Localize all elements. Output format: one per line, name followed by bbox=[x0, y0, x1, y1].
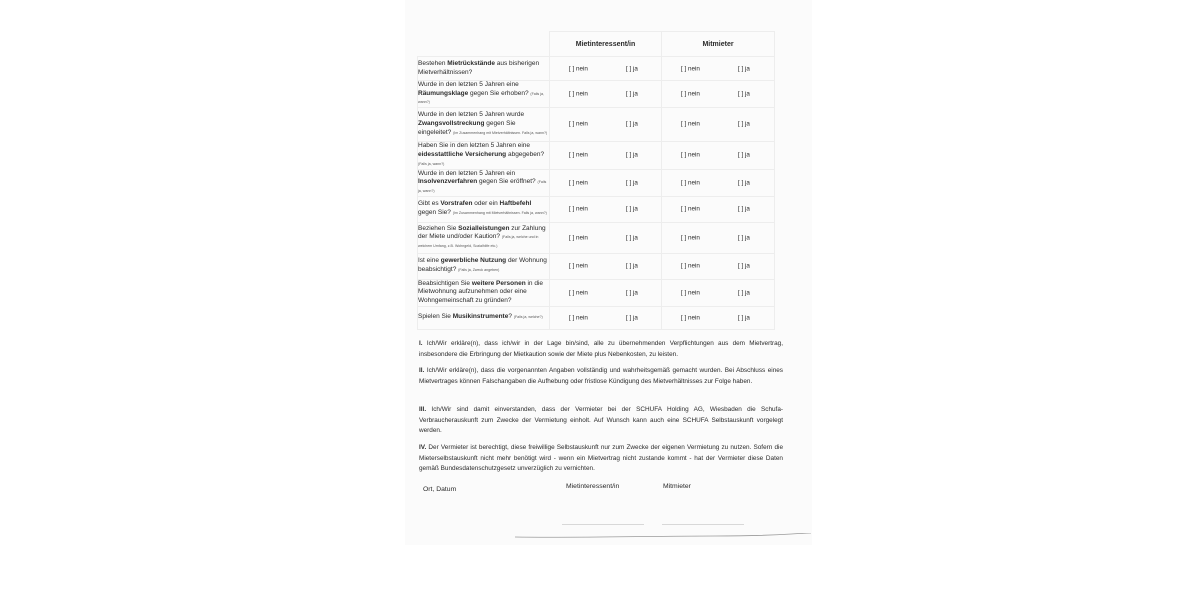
table-row bbox=[418, 141, 775, 169]
declaration-text: Der Vermieter ist berechtigt, diese freiwillige Selbstauskunft nur zum Zwecke der eigenen Vermietung zu nutzen. Sofern die Mieterselbstauskunft nicht mehr benötigt wird - wenn ein Mietvertrag nicht zustande kommt - hat der Vermieter diese Daten gemäß Bundesdatenschutzgesetz unverzüglich zu vernichten. bbox=[419, 444, 784, 473]
checkbox-nein-tenant[interactable]: [ ] nein bbox=[569, 262, 588, 270]
checkbox-ja-tenant[interactable]: [ ] ja bbox=[626, 262, 638, 270]
checkbox-ja-co-tenant[interactable]: [ ] ja bbox=[738, 262, 750, 270]
question-text: in die Mietwohnung aufzunehmen oder eine Wohngemeinschaft zu gründen? bbox=[418, 279, 544, 304]
checkbox-nein-tenant[interactable]: [ ] nein bbox=[569, 90, 588, 98]
answer-cell-co-tenant bbox=[662, 196, 775, 222]
checkbox-nein-tenant[interactable]: [ ] nein bbox=[569, 289, 588, 297]
question-keyword: gewerbliche Nutzung bbox=[440, 257, 507, 265]
checkbox-ja-co-tenant[interactable]: [ ] ja bbox=[738, 90, 750, 98]
checkbox-nein-co-tenant[interactable]: [ ] nein bbox=[681, 65, 700, 72]
checkbox-ja-tenant[interactable]: [ ] ja bbox=[626, 90, 638, 98]
checkbox-ja-tenant[interactable]: [ ] ja bbox=[626, 120, 638, 128]
answer-cell-co-tenant bbox=[662, 253, 775, 279]
questionnaire-table bbox=[417, 31, 775, 330]
declaration-paragraph bbox=[419, 366, 783, 387]
pen-stroke-mark bbox=[515, 533, 811, 539]
answer-cell-co-tenant bbox=[662, 81, 775, 108]
answer-cell-tenant bbox=[550, 279, 662, 306]
question-keyword: Sozialleistungen bbox=[458, 224, 510, 232]
question-text: Ist eine bbox=[418, 257, 441, 265]
checkbox-nein-tenant[interactable]: [ ] nein bbox=[569, 314, 588, 322]
declaration-number: IV. bbox=[419, 444, 427, 451]
question-text: gegen Sie erhoben? bbox=[468, 89, 529, 97]
question-text: Haben Sie in den letzten 5 Jahren eine bbox=[418, 142, 531, 150]
question-keyword: Haftbefehl bbox=[499, 200, 532, 208]
checkbox-ja-co-tenant[interactable]: [ ] ja bbox=[738, 234, 750, 242]
checkbox-ja-co-tenant[interactable]: [ ] ja bbox=[738, 151, 750, 159]
question-keyword: Zwangsvollstreckung bbox=[418, 119, 485, 127]
table-row bbox=[418, 107, 775, 141]
table-row bbox=[418, 306, 775, 329]
signature-label-co-tenant: Mitmieter bbox=[663, 483, 691, 490]
checkbox-nein-co-tenant[interactable]: [ ] nein bbox=[681, 205, 700, 213]
checkbox-ja-tenant[interactable]: [ ] ja bbox=[626, 65, 638, 72]
checkbox-ja-co-tenant[interactable]: [ ] ja bbox=[738, 65, 750, 72]
question-cell bbox=[418, 253, 550, 279]
checkbox-nein-co-tenant[interactable]: [ ] nein bbox=[681, 289, 700, 297]
question-note: (Falls ja, welche und in welchem Umfang, z.B. Wohngeld, Sozialhilfe etc.) bbox=[418, 235, 539, 248]
question-keyword: Mietrückstände bbox=[447, 59, 495, 67]
answer-cell-tenant bbox=[550, 81, 662, 108]
answer-cell-tenant bbox=[550, 141, 662, 169]
question-cell bbox=[418, 169, 550, 196]
table-row bbox=[418, 81, 775, 108]
question-text: abgegeben? bbox=[506, 150, 545, 158]
question-cell bbox=[418, 222, 550, 253]
answer-cell-co-tenant bbox=[662, 222, 775, 253]
question-text: Wurde in den letzten 5 Jahren ein bbox=[418, 169, 516, 177]
table-row bbox=[418, 57, 775, 81]
table-header-row bbox=[418, 32, 775, 57]
question-text: ? bbox=[508, 313, 512, 321]
checkbox-ja-co-tenant[interactable]: [ ] ja bbox=[738, 120, 750, 128]
question-text: Bestehen bbox=[418, 59, 448, 67]
declaration-number: II. bbox=[419, 367, 425, 374]
declaration-number: III. bbox=[419, 406, 427, 413]
question-text: gegen Sie? bbox=[418, 209, 451, 217]
checkbox-ja-tenant[interactable]: [ ] ja bbox=[626, 289, 638, 297]
place-date-label: Ort, Datum bbox=[423, 486, 457, 493]
question-cell bbox=[418, 279, 550, 306]
question-text: Beziehen Sie bbox=[418, 224, 459, 232]
checkbox-nein-co-tenant[interactable]: [ ] nein bbox=[681, 262, 700, 270]
declaration-paragraph bbox=[419, 339, 783, 360]
checkbox-nein-co-tenant[interactable]: [ ] nein bbox=[681, 90, 700, 98]
question-cell bbox=[418, 57, 550, 81]
table-row bbox=[418, 222, 775, 253]
question-note: (Im Zusammenhang mit Mietverhältnissen. Falls ja, wann?) bbox=[452, 211, 547, 216]
question-note: (Falls ja, wann?) bbox=[418, 91, 544, 105]
question-text: gegen Sie eingeleitet? bbox=[418, 119, 516, 136]
answer-cell-co-tenant bbox=[662, 141, 775, 169]
table-corner-cell bbox=[418, 32, 550, 57]
checkbox-nein-tenant[interactable]: [ ] nein bbox=[569, 179, 588, 187]
answer-cell-tenant bbox=[550, 57, 662, 81]
question-text: oder ein bbox=[472, 200, 500, 208]
checkbox-nein-co-tenant[interactable]: [ ] nein bbox=[681, 314, 700, 322]
question-note: (Falls ja, wann?) bbox=[418, 161, 445, 166]
question-keyword: eidesstattliche Versicherung bbox=[418, 150, 507, 158]
table-row bbox=[418, 279, 775, 306]
answer-cell-tenant bbox=[550, 169, 662, 196]
checkbox-ja-co-tenant[interactable]: [ ] ja bbox=[738, 179, 750, 187]
declaration-paragraph bbox=[419, 443, 783, 475]
question-cell bbox=[418, 81, 550, 108]
question-text: Spielen Sie bbox=[418, 313, 453, 321]
checkbox-ja-co-tenant[interactable]: [ ] ja bbox=[738, 289, 750, 297]
checkbox-nein-tenant[interactable]: [ ] nein bbox=[569, 234, 588, 242]
signature-label-tenant: Mietinteressent/in bbox=[566, 483, 620, 490]
question-text: Wurde in den letzten 5 Jahren wurde bbox=[418, 111, 525, 119]
checkbox-nein-co-tenant[interactable]: [ ] nein bbox=[681, 234, 700, 242]
question-note: (Falls ja, Zweck angeben) bbox=[458, 268, 500, 273]
answer-cell-co-tenant bbox=[662, 306, 775, 329]
declaration-text: Ich/Wir erkläre(n), dass ich/wir in der Lage bin/sind, alle zu übernehmenden Verpflichtungen aus dem Mietvertrag, insbesondere die Erbringung der Mietkaution sowie der Miete plus Nebenkosten, zu leisten. bbox=[419, 340, 783, 358]
question-cell bbox=[418, 196, 550, 222]
question-keyword: Vorstrafen bbox=[440, 200, 473, 208]
checkbox-nein-tenant[interactable]: [ ] nein bbox=[569, 120, 588, 128]
question-note: (Falls ja, welche?) bbox=[513, 315, 543, 320]
question-text: Wurde in den letzten 5 Jahren eine bbox=[418, 81, 519, 88]
declaration-text: Ich/Wir erkläre(n), dass die vorgenannten Angaben vollständig und wahrheitsgemäß gemacht wurden. Bei Abschluss eines Mietvertrages können Falschangaben die Aufhebung oder fristlose Kündigung des Mietverhältnisses zur Folge haben. bbox=[419, 367, 784, 385]
checkbox-ja-tenant[interactable]: [ ] ja bbox=[626, 151, 638, 159]
checkbox-ja-co-tenant[interactable]: [ ] ja bbox=[738, 205, 750, 213]
answer-cell-tenant bbox=[550, 222, 662, 253]
answer-cell-tenant bbox=[550, 306, 662, 329]
checkbox-nein-tenant[interactable]: [ ] nein bbox=[569, 205, 588, 213]
answer-cell-co-tenant bbox=[662, 57, 775, 81]
question-text: Beabsichtigen Sie bbox=[418, 279, 472, 287]
question-keyword: weitere Personen bbox=[471, 279, 526, 287]
question-cell bbox=[418, 306, 550, 329]
signature-line-tenant bbox=[562, 524, 644, 525]
answer-cell-tenant bbox=[550, 107, 662, 141]
column-header-co-tenant: Mitmieter bbox=[662, 32, 775, 57]
question-cell bbox=[418, 141, 550, 169]
question-text: der Wohnung beabsichtigt? bbox=[418, 257, 547, 274]
answer-cell-tenant bbox=[550, 253, 662, 279]
checkbox-nein-tenant[interactable]: [ ] nein bbox=[569, 151, 588, 159]
question-note: (Im Zusammenhang mit Mietverhältnissen. Falls ja, wann?) bbox=[453, 130, 548, 135]
question-text: zur Zahlung der Miete und/oder Kaution? bbox=[418, 224, 546, 241]
column-header-tenant: Mietinteressent/in bbox=[550, 32, 662, 57]
answer-cell-co-tenant bbox=[662, 107, 775, 141]
question-keyword: Insolvenzverfahren bbox=[418, 178, 478, 186]
checkbox-ja-tenant[interactable]: [ ] ja bbox=[626, 234, 638, 242]
checkbox-ja-tenant[interactable]: [ ] ja bbox=[626, 179, 638, 187]
question-text: gegen Sie eröffnet? bbox=[477, 178, 536, 186]
table-row bbox=[418, 169, 775, 196]
answer-cell-tenant bbox=[550, 196, 662, 222]
checkbox-ja-tenant[interactable]: [ ] ja bbox=[626, 314, 638, 322]
table-row bbox=[418, 196, 775, 222]
answer-cell-co-tenant bbox=[662, 279, 775, 306]
question-text: aus bisherigen Mietverhältnissen? bbox=[418, 59, 540, 76]
question-keyword: Musikinstrumente bbox=[452, 313, 509, 321]
checkbox-ja-co-tenant[interactable]: [ ] ja bbox=[738, 314, 750, 322]
checkbox-nein-co-tenant[interactable]: [ ] nein bbox=[681, 179, 700, 187]
question-text: Gibt es bbox=[418, 200, 441, 208]
question-keyword: Räumungsklage bbox=[418, 89, 469, 97]
question-note: (Falls ja, wann?) bbox=[418, 180, 547, 193]
checkbox-nein-tenant[interactable]: [ ] nein bbox=[569, 65, 588, 72]
checkbox-ja-tenant[interactable]: [ ] ja bbox=[626, 205, 638, 213]
checkbox-nein-co-tenant[interactable]: [ ] nein bbox=[681, 120, 700, 128]
declaration-text: Ich/Wir sind damit einverstanden, dass der Vermieter bei der SCHUFA Holding AG, Wiesbaden die Schufa-Verbraucherauskunft zum Zwecke der Vermietung einholt. Auf Wunsch kann auch eine SCHUFA Selbstauskunft vorgelegt werden. bbox=[419, 406, 784, 435]
checkbox-nein-co-tenant[interactable]: [ ] nein bbox=[681, 151, 700, 159]
declaration-paragraph bbox=[419, 405, 783, 437]
signature-line-co-tenant bbox=[662, 524, 744, 525]
declaration-number: I. bbox=[419, 340, 423, 347]
question-cell bbox=[418, 107, 550, 141]
table-row bbox=[418, 253, 775, 279]
answer-cell-co-tenant bbox=[662, 169, 775, 196]
